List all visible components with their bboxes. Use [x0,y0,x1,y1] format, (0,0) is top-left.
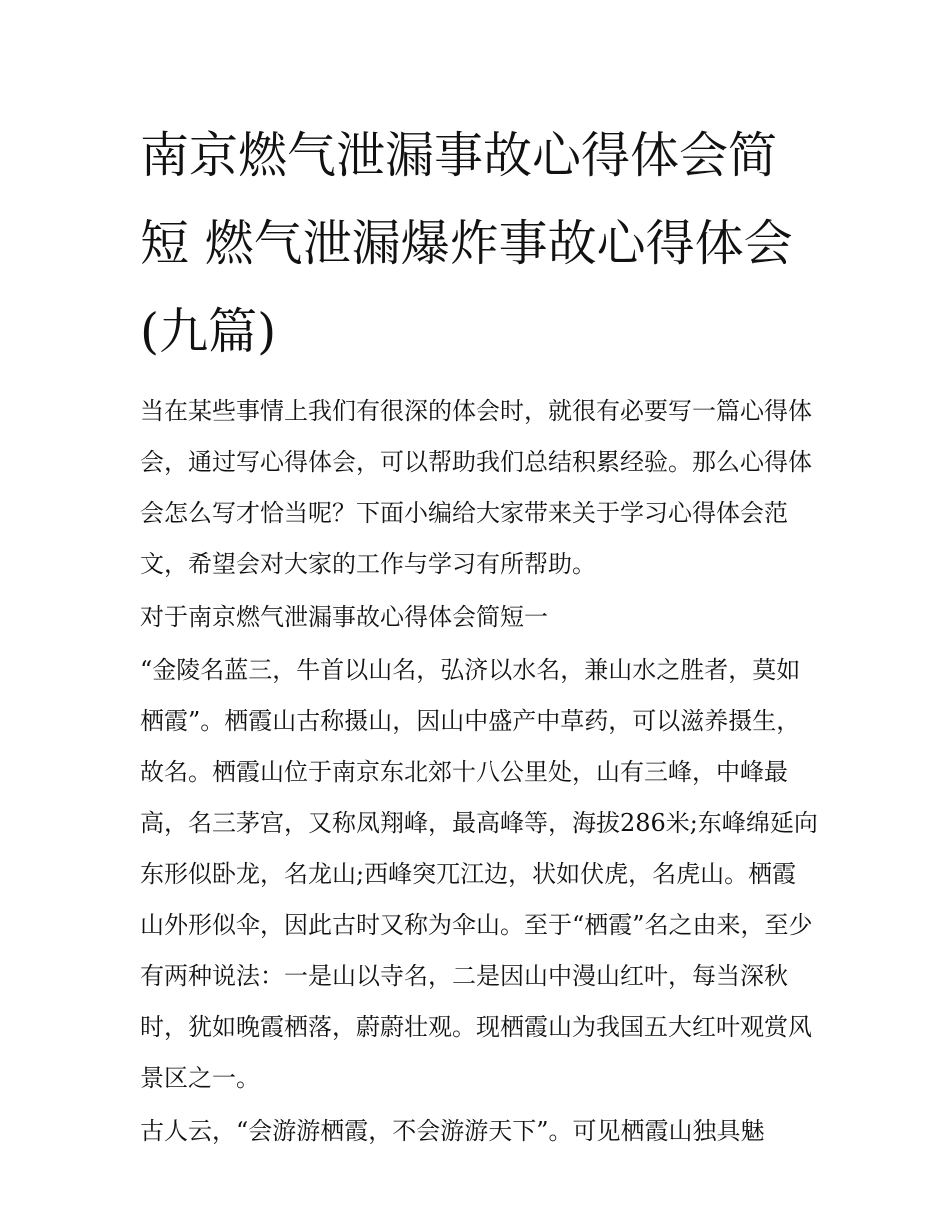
document-page [140,112,820,1157]
body-paragraph: 古人云，“会游游栖霞，不会游游天下”。可见栖霞山独具魅 [140,1117,765,1145]
intro-paragraph: 当在某些事情上我们有很深的体会时，就很有必要写一篇心得体会，通过写心得体会，可以帮助我们总结积累经验。那么心得体会怎么写才恰当呢？下面小编给大家带来关于学习心得体会范文，希望会对大家的工作与学习有所帮助。 [140,397,812,578]
body-paragraph: “金陵名蓝三，牛首以山名，弘济以水名，兼山水之胜者，莫如栖霞”。栖霞山古称摄山，因山中盛产中草药，可以滋养摄生，故名。栖霞山位于南京东北郊十八公里处，山有三峰，中峰最高，名三茅宫，又称凤翔峰，最高峰等，海拔286米;东峰绵延向东形似卧龙，名龙山;西峰突兀江边，状如伏虎，名虎山。栖霞山外形似伞，因此古时又称为伞山。至于“栖霞”名之由来，至少有两种说法：一是山以寺名，二是因山中漫山红叶，每当深秋时，犹如晚霞栖落，蔚蔚壮观。现栖霞山为我国五大红叶观赏风景区之一。 [140,656,818,1092]
section-heading: 对于南京燃气泄漏事故心得体会简短一 [140,603,548,631]
document-title: 南京燃气泄漏事故心得体会简短 燃气泄漏爆炸事故心得体会(九篇) [140,127,793,360]
document-body [140,386,820,1157]
